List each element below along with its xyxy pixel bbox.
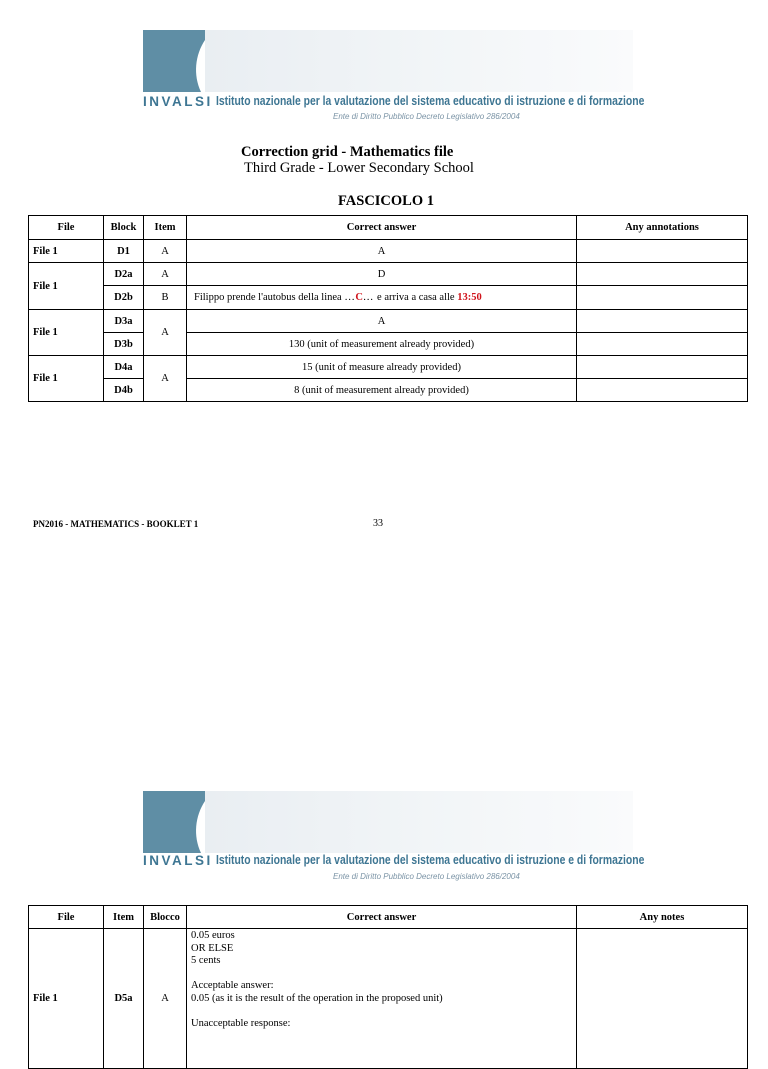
table-row [29,333,748,356]
cell-item: A [144,310,187,356]
brand-name: INVALSI [143,853,213,868]
cell-block: D2a [104,263,144,286]
header-correct-answer: Correct answer [187,906,577,929]
logo-mark-icon [143,791,205,853]
cell-annotation [577,240,748,263]
header-file: File [29,906,104,929]
cell-file: File 1 [29,929,104,1069]
fascicolo-heading: FASCICOLO 1 [338,193,435,209]
table-row [29,929,748,1069]
correction-grid-table-page2 [28,905,748,1069]
table-header-row [29,906,748,929]
table-row [29,310,748,333]
cell-annotation [577,333,748,356]
footer-doc-title: PN2016 - MATHEMATICS - BOOKLET 1 [33,519,199,529]
cell-file: File 1 [29,240,104,263]
answer-dots: … [362,292,378,303]
cell-file: File 1 [29,356,104,402]
answer-fill-line: C [355,292,363,303]
answer-line [191,968,572,981]
cell-file: File 1 [29,310,104,356]
cell-annotation [577,356,748,379]
answer-lines [191,930,572,1030]
answer-line [191,1005,572,1018]
table-header-row [29,216,748,240]
answer-dots: … [344,292,356,303]
answer-sentence-middle: e arriva a casa alle [377,292,458,303]
logo-mark-icon [143,30,205,92]
cell-annotation [577,310,748,333]
cell-item: A [144,263,187,286]
cell-annotation [577,286,748,310]
answer-line: 5 cents [191,955,221,966]
cell-block: A [144,929,187,1069]
header-item: Item [144,216,187,240]
cell-answer: A [187,240,577,263]
logo-background-graphic [205,791,633,853]
header-correct-answer: Correct answer [187,216,577,240]
cell-answer: 8 (unit of measurement already provided) [187,379,577,402]
institute-name: Istituto nazionale per la valutazione del sistema educativo di istruzione e di formazione [216,853,645,867]
answer-line: OR ELSE [191,942,234,954]
table-row [29,379,748,402]
page-subtitle: Third Grade - Lower Secondary School [244,160,474,176]
ente-subtitle: Ente di Diritto Pubblico Decreto Legislativo 286/2004 [333,112,520,121]
page-title: Correction grid - Mathematics file [241,144,454,160]
cell-item: A [144,240,187,263]
cell-answer [187,929,577,1069]
header-annotations: Any annotations [577,216,748,240]
answer-line: Unacceptable response: [191,1017,291,1029]
answer-fill-time: 13:50 [457,292,482,303]
answer-line: 0.05 euros [191,930,235,941]
header-block: Blocco [144,906,187,929]
cell-item: B [144,286,187,310]
table-row [29,286,748,310]
cell-block: D1 [104,240,144,263]
table-row [29,356,748,379]
brand-name: INVALSI [143,94,213,109]
header-block: Block [104,216,144,240]
cell-block: D4b [104,379,144,402]
institute-name: Istituto nazionale per la valutazione del sistema educativo di istruzione e di formazione [216,94,645,108]
cell-block: D3b [104,333,144,356]
logo-background-graphic [205,30,633,92]
cell-annotation [577,379,748,402]
cell-block: D4a [104,356,144,379]
cell-annotation [577,929,748,1069]
cell-answer: A [187,310,577,333]
table-row [29,240,748,263]
answer-line: Acceptable answer: [191,980,274,991]
cell-block: D3a [104,310,144,333]
page-number: 33 [373,518,383,529]
cell-item: A [144,356,187,402]
invalsi-logo [143,791,645,886]
ente-subtitle: Ente di Diritto Pubblico Decreto Legislativo 286/2004 [333,872,520,881]
cell-answer [187,286,577,310]
header-item: Item [104,906,144,929]
cell-answer: D [187,263,577,286]
cell-annotation [577,263,748,286]
cell-item: D5a [104,929,144,1069]
cell-file: File 1 [29,263,104,310]
cell-answer: 130 (unit of measurement already provided) [187,333,577,356]
header-notes: Any notes [577,906,748,929]
header-file: File [29,216,104,240]
answer-line: 0.05 (as it is the result of the operation in the proposed unit) [191,992,443,1004]
cell-answer: 15 (unit of measure already provided) [187,356,577,379]
invalsi-logo [143,30,645,125]
table-row [29,263,748,286]
correction-grid-table [28,215,748,402]
cell-block: D2b [104,286,144,310]
answer-sentence-start: Filippo prende l'autobus della linea [194,292,345,303]
